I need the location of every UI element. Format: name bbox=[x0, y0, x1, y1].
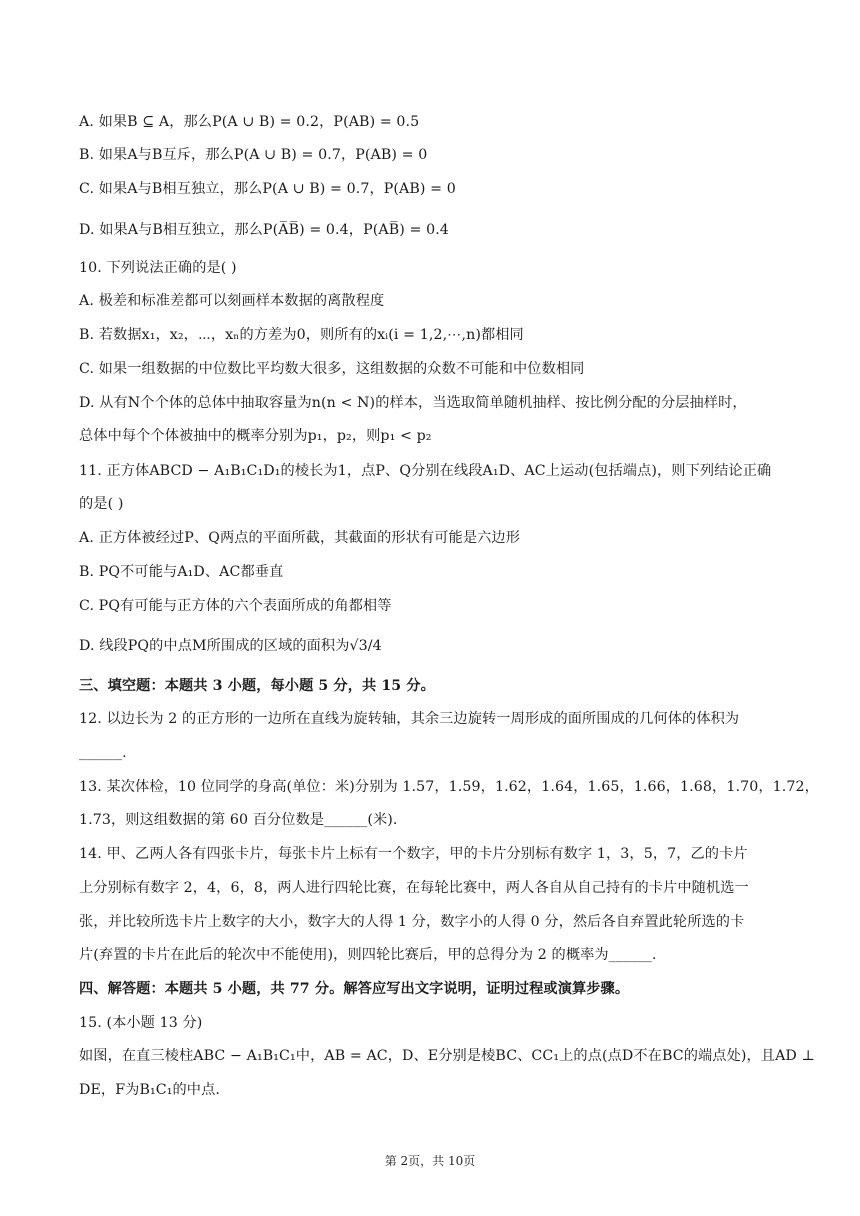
q9-option-c: C. 如果A与B相互独立，那么P(A ∪ B) = 0.7，P(AB) = 0 bbox=[79, 181, 456, 197]
q9-option-b: B. 如果A与B互斥，那么P(A ∪ B) = 0.7，P(AB) = 0 bbox=[79, 147, 428, 163]
q11-stem-line-2: 的是( ) bbox=[79, 496, 124, 512]
q13-line-1: 13. 某次体检，10 位同学的身高(单位：米)分别为 1.57，1.59，1.62，1.64，1.65，1.66，1.68，1.70，1.72， bbox=[79, 779, 819, 795]
q10-option-c: C. 如果一组数据的中位数比平均数大很多，这组数据的众数不可能和中位数相同 bbox=[79, 361, 585, 377]
q15-header: 15. (本小题 13 分) bbox=[79, 1015, 203, 1031]
q10-option-d: D. 从有N个个体的总体中抽取容量为n(n < N)的样本，当选取简单随机抽样、按比例分配的分层抽样时， bbox=[79, 395, 747, 411]
q9-option-a: A. 如果B ⊆ A，那么P(A ∪ B) = 0.2，P(AB) = 0.5 bbox=[79, 114, 420, 130]
q11-option-a: A. 正方体被经过P、Q两点的平面所截，其截面的形状有可能是六边形 bbox=[79, 530, 520, 546]
section-3-heading: 三、填空题：本题共 3 小题，每小题 5 分，共 15 分。 bbox=[79, 678, 435, 694]
q10-option-b: B. 若数据x₁，x₂，⋯，xₙ的方差为0，则所有的xᵢ(i = 1,2,⋯,n)都相同 bbox=[79, 327, 524, 343]
q14-line-4: 片(弃置的卡片在此后的轮次中不能使用)，则四轮比赛后，甲的总得分为 2 的概率为______. bbox=[79, 947, 657, 963]
q15-line-2: DE，F为B₁C₁的中点. bbox=[79, 1082, 220, 1098]
page-footer: 第 2页，共 10页 bbox=[384, 1154, 476, 1168]
q10-stem: 10. 下列说法正确的是( ) bbox=[79, 260, 237, 276]
q11-stem-line-1: 11. 正方体ABCD − A₁B₁C₁D₁的棱长为1，点P、Q分别在线段A₁D、AC上运动(包括端点)，则下列结论正确 bbox=[79, 463, 772, 479]
q14-line-3: 张，并比较所选卡片上数字的大小，数字大的人得 1 分，数字小的人得 0 分，然后各自弃置此轮所选的卡 bbox=[79, 914, 745, 930]
q10-option-a: A. 极差和标准差都可以刻画样本数据的离散程度 bbox=[79, 293, 385, 309]
q13-line-2: 1.73，则这组数据的第 60 百分位数是______(米). bbox=[79, 812, 398, 828]
q11-option-d: D. 线段PQ的中点M所围成的区域的面积为√3/4 bbox=[79, 638, 382, 654]
q11-option-b: B. PQ不可能与A₁D、AC都垂直 bbox=[79, 564, 284, 580]
q9-option-d: D. 如果A与B相互独立，那么P(A̅B̅) = 0.4，P(AB̅) = 0.4 bbox=[79, 222, 449, 238]
q14-line-2: 上分别标有数字 2，4，6，8，两人进行四轮比赛，在每轮比赛中，两人各自从自己持有的卡片中随机选一 bbox=[79, 880, 749, 896]
section-4-heading: 四、解答题：本题共 5 小题，共 77 分。解答应写出文字说明，证明过程或演算步骤。 bbox=[79, 981, 630, 997]
q14-line-1: 14. 甲、乙两人各有四张卡片，每张卡片上标有一个数字，甲的卡片分别标有数字 1，3，5，7，乙的卡片 bbox=[79, 846, 748, 862]
q15-line-1: 如图，在直三棱柱ABC − A₁B₁C₁中，AB = AC，D、E分别是棱BC、CC₁上的点(点D不在BC的端点处)，且AD ⊥ bbox=[79, 1048, 815, 1064]
q10-option-d-cont: 总体中每个个体被抽中的概率分别为p₁，p₂，则p₁ < p₂ bbox=[79, 428, 432, 444]
q11-option-c: C. PQ有可能与正方体的六个表面所成的角都相等 bbox=[79, 598, 392, 614]
q12-line-2: ______. bbox=[79, 745, 127, 761]
q12-line-1: 12. 以边长为 2 的正方形的一边所在直线为旋转轴，其余三边旋转一周形成的面所围成的几何体的体积为 bbox=[79, 711, 740, 727]
